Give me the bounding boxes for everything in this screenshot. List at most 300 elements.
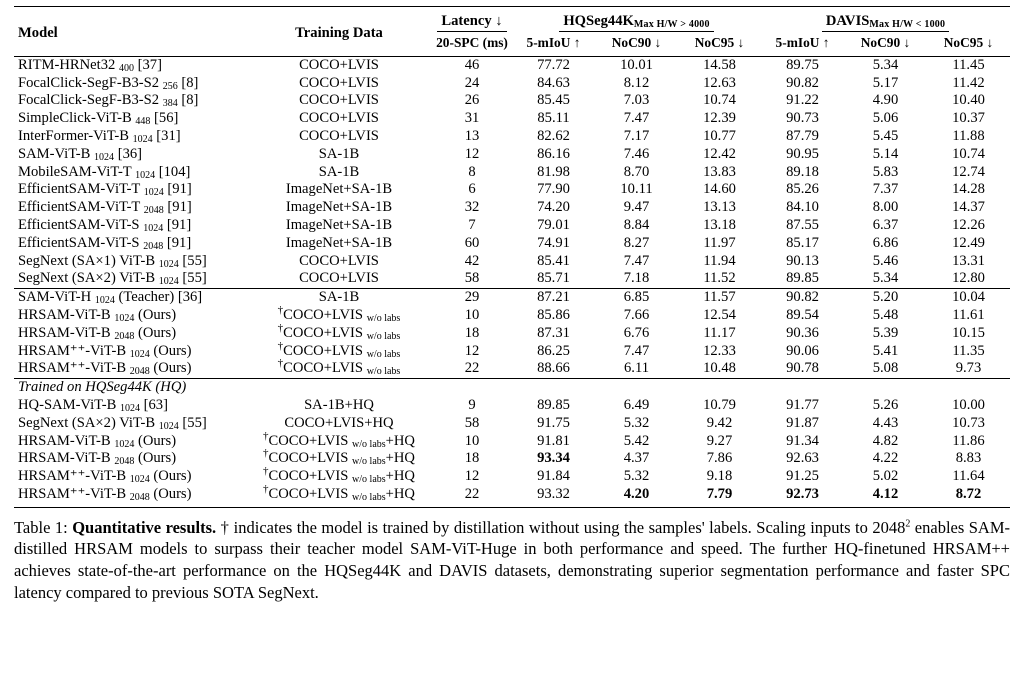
cell-model: [14, 110, 246, 128]
training-data-name: COCO+LVIS: [299, 74, 379, 91]
training-data-name: ImageNet+SA-1B: [285, 199, 393, 216]
header-model: Model: [14, 7, 246, 57]
dagger-marker: †: [277, 339, 284, 352]
model-ref: (Ours): [153, 360, 192, 377]
cell-training-data: [246, 253, 432, 271]
model-ref: [63]: [143, 396, 168, 413]
cell-training-data: [246, 429, 432, 451]
cell-hq-noc95: 12.54: [703, 306, 736, 323]
cell-model: [14, 450, 246, 468]
table-row: [14, 343, 1010, 361]
cell-training-data: [246, 92, 432, 110]
header-group-davis-cond: Max H/W < 1000: [869, 19, 946, 30]
training-data-name: COCO+LVIS: [299, 252, 379, 269]
cell-dv-miou: 84.10: [786, 199, 819, 216]
cell-latency: 60: [464, 234, 480, 251]
cell-dv-noc90: 5.34: [872, 270, 899, 287]
training-data-name: COCO+LVIS: [283, 360, 364, 377]
training-data-note: w/o labs: [366, 312, 401, 324]
cell-dv-miou: 89.85: [786, 270, 819, 287]
cell-dv-noc95: 11.86: [952, 432, 985, 449]
cell-training-data: [246, 465, 432, 486]
cell-dv-miou: 92.63: [786, 450, 819, 467]
model-name: HRSAM⁺⁺-ViT-B: [18, 342, 127, 359]
header-latency: [432, 7, 512, 34]
cell-dv-noc95: 10.73: [952, 414, 985, 431]
training-data-name: ImageNet+SA-1B: [285, 181, 393, 198]
training-data-name: SA-1B+HQ: [304, 396, 374, 413]
model-resolution: 1024: [114, 438, 135, 450]
cell-latency: 58: [464, 270, 480, 287]
cell-dv-miou: 90.36: [786, 324, 819, 341]
training-data-name: ImageNet+SA-1B: [285, 216, 393, 233]
dagger-marker: †: [263, 429, 269, 442]
training-data-name: COCO+LVIS: [268, 450, 349, 467]
cell-dv-miou: 91.22: [786, 92, 819, 109]
cell-latency: 22: [464, 360, 480, 377]
cell-training-data: [246, 181, 432, 199]
cell-training-data: [246, 217, 432, 235]
model-resolution: 1024: [119, 402, 140, 414]
cell-model: [14, 360, 246, 378]
cell-dv-noc90: 6.86: [872, 234, 899, 251]
cell-dv-miou: 85.17: [786, 234, 819, 251]
model-resolution: 1024: [132, 133, 153, 145]
header-hq-noc95: NoC95 ↓: [694, 34, 745, 50]
cell-hq-miou: 86.16: [537, 145, 570, 162]
table-row: [14, 468, 1010, 486]
cell-latency: 18: [464, 324, 480, 341]
cell-training-data: [246, 289, 432, 307]
cell-hq-noc95: 10.74: [703, 92, 736, 109]
model-ref: (Teacher) [36]: [118, 289, 203, 306]
cell-training-data: [246, 304, 432, 325]
header-group-davis: [761, 7, 1010, 34]
cell-dv-noc95: 11.64: [952, 468, 985, 485]
cell-training-data: [246, 357, 432, 378]
model-resolution: 1024: [94, 151, 115, 163]
model-name: FocalClick-SegF-B3-S2: [18, 74, 160, 91]
header-dv-noc90: NoC90 ↓: [860, 34, 911, 50]
cell-dv-noc90: 5.17: [872, 74, 899, 91]
training-data-name: COCO+LVIS: [299, 127, 379, 144]
model-resolution: 2048: [129, 366, 150, 378]
cell-dv-miou: 91.77: [786, 396, 819, 413]
cell-hq-noc95: 7.86: [706, 450, 733, 467]
header-latency-label: Latency ↓: [437, 13, 506, 32]
table-row: [14, 181, 1010, 199]
cell-latency: 29: [432, 289, 512, 307]
model-name: RITM-HRNet32: [18, 56, 116, 73]
cell-dv-noc90: 5.41: [872, 342, 899, 359]
cell-latency: 46: [432, 56, 512, 74]
model-ref: [91]: [166, 234, 192, 251]
cell-dv-miou: 89.18: [786, 163, 819, 180]
cell-hq-miou: 85.11: [537, 110, 570, 127]
table-row: [14, 128, 1010, 146]
model-ref: [91]: [167, 181, 192, 198]
model-resolution: 2048: [129, 491, 150, 503]
model-name: HRSAM-ViT-B: [18, 450, 111, 467]
cell-dv-noc95: 11.42: [952, 74, 985, 91]
model-resolution: 400: [118, 62, 134, 74]
cell-latency: 42: [464, 252, 480, 269]
cell-model: [14, 307, 246, 325]
cell-dv-noc90: 5.14: [872, 145, 899, 162]
cell-hq-miou: 91.84: [537, 468, 570, 485]
model-resolution: 1024: [129, 474, 150, 486]
cell-dv-noc90: 6.37: [872, 216, 899, 233]
cell-dv-noc95: 8.72: [927, 486, 1010, 507]
cell-dv-miou: 90.78: [786, 360, 819, 377]
cell-dv-noc95: 14.28: [952, 181, 985, 198]
cell-hq-noc90: 6.76: [623, 324, 650, 341]
training-data-tail: +HQ: [385, 468, 415, 485]
dagger-marker: †: [277, 357, 284, 370]
cell-dv-miou: 90.82: [786, 74, 819, 91]
cell-dv-noc90: 5.46: [872, 252, 899, 269]
cell-hq-noc90: 8.12: [623, 74, 650, 91]
cell-hq-noc90: 8.27: [623, 234, 650, 251]
cell-hq-noc90: 8.84: [623, 216, 650, 233]
table-row: [14, 146, 1010, 164]
cell-model: [14, 199, 246, 217]
cell-hq-noc95: 12.39: [703, 110, 736, 127]
cell-hq-miou: 77.90: [537, 181, 570, 198]
cell-dv-noc90: 5.48: [872, 306, 899, 323]
cell-hq-noc95: 11.52: [703, 270, 736, 287]
cell-hq-noc95: 7.79: [678, 486, 761, 507]
training-data-note: w/o labs: [352, 491, 386, 503]
cell-hq-noc90: 5.32: [623, 468, 650, 485]
model-ref: (Ours): [137, 450, 177, 467]
cell-training-data: [246, 110, 432, 128]
model-name: SegNext (SA×2) ViT-B: [18, 270, 156, 287]
cell-dv-noc95: 10.74: [952, 145, 985, 162]
model-resolution: 1024: [114, 312, 135, 324]
training-data-name: SA-1B: [318, 163, 360, 180]
cell-hq-noc90: 7.18: [623, 270, 650, 287]
model-ref: [55]: [182, 252, 207, 269]
cell-dv-noc90: 4.12: [844, 486, 927, 507]
cell-dv-noc95: 8.83: [955, 450, 982, 467]
model-ref: [36]: [117, 145, 143, 162]
header-group-davis-inner: [822, 13, 949, 32]
cell-training-data: [246, 235, 432, 253]
table-header: [14, 7, 1010, 57]
cell-dv-noc90: 5.02: [872, 468, 899, 485]
model-name: HQ-SAM-ViT-B: [18, 396, 117, 413]
cell-training-data: [246, 483, 432, 507]
cell-training-data: [246, 75, 432, 93]
cell-hq-noc95: 11.17: [703, 324, 736, 341]
model-resolution: 1024: [158, 276, 179, 288]
cell-latency: 32: [464, 199, 480, 216]
cell-model: [14, 164, 246, 182]
table-row: [14, 235, 1010, 253]
section-header-row: [14, 379, 1010, 397]
cell-model: [14, 468, 246, 486]
cell-dv-noc95: 11.35: [952, 342, 985, 359]
training-data-name: SA-1B: [318, 145, 360, 162]
cell-hq-noc90: 7.47: [623, 110, 650, 127]
cell-hq-noc90: 4.37: [623, 450, 650, 467]
cell-training-data: [246, 415, 432, 433]
table-row: [14, 56, 1010, 74]
model-name: HRSAM⁺⁺-ViT-B: [18, 468, 127, 485]
header-group-davis-name: DAVIS: [825, 13, 870, 29]
cell-dv-miou: 91.34: [786, 432, 819, 449]
cell-hq-noc95: 13.83: [703, 163, 736, 180]
cell-dv-miou: 90.82: [761, 289, 844, 307]
table-row: [14, 164, 1010, 182]
cell-training-data: [246, 397, 432, 415]
training-data-note: w/o labs: [352, 438, 386, 450]
cell-model: [14, 343, 246, 361]
table-row: [14, 307, 1010, 325]
cell-latency: 31: [464, 110, 480, 127]
cell-hq-noc90: 6.11: [624, 360, 649, 377]
cell-training-data: [246, 128, 432, 146]
cell-latency: 6: [468, 181, 476, 198]
training-data-name: COCO+LVIS: [299, 56, 379, 73]
cell-latency: 10: [464, 306, 480, 323]
cell-dv-noc95: 11.61: [952, 306, 985, 323]
cell-hq-miou: 85.71: [537, 270, 570, 287]
cell-dv-noc95: 12.49: [952, 234, 985, 251]
cell-hq-miou: 85.86: [537, 306, 570, 323]
cell-hq-noc90: 5.42: [623, 432, 650, 449]
model-name: HRSAM-ViT-B: [18, 432, 111, 449]
table-row: [14, 397, 1010, 415]
cell-dv-noc95: 9.73: [955, 360, 982, 377]
header-dv-miou: 5-mIoU ↑: [775, 34, 830, 50]
cell-dv-miou: 90.13: [786, 252, 819, 269]
table-row: [14, 199, 1010, 217]
caption-text-2: enables SAM-distilled HRSAM models to surpass their teacher model SAM-ViT-Huge in both performance and speed. The further HQ-finetuned HRSAM++ achieves state-of-the-art performance on the HQSeg44K and DAVIS datasets, demonstrating superior segmentation performance and faster SPC latency compared to previous SOTA SegNext.: [14, 517, 1010, 602]
header-hq-noc90: NoC90 ↓: [611, 34, 662, 50]
cell-training-data: [246, 199, 432, 217]
cell-dv-noc90: 5.45: [872, 127, 899, 144]
table-row: [14, 289, 1010, 307]
cell-dv-miou: 87.79: [786, 127, 819, 144]
cell-hq-noc95: 13.18: [703, 216, 736, 233]
caption-label: Table 1:: [14, 517, 68, 537]
training-data-name: COCO+LVIS: [299, 270, 379, 287]
model-ref: (Ours): [153, 342, 192, 359]
table-caption: [14, 517, 1010, 604]
cell-latency: 9: [468, 396, 476, 413]
cell-training-data: [246, 447, 432, 468]
model-name: HRSAM⁺⁺-ViT-B: [18, 485, 127, 502]
header-row-groups: [14, 7, 1010, 34]
model-ref: (Ours): [137, 306, 177, 323]
training-data-name: COCO+LVIS: [299, 92, 379, 109]
cell-hq-noc90: 7.46: [623, 145, 650, 162]
cell-hq-miou: 85.45: [537, 92, 570, 109]
header-group-hqseg44k-cond: Max H/W > 4000: [633, 19, 710, 30]
cell-hq-noc90: 7.17: [623, 127, 650, 144]
cell-latency: 18: [464, 450, 480, 467]
model-resolution: 384: [162, 98, 178, 110]
cell-hq-noc95: 11.94: [703, 252, 736, 269]
cell-training-data: [246, 270, 432, 288]
cell-hq-miou: 74.20: [537, 199, 570, 216]
cell-hq-noc90: 6.49: [623, 396, 650, 413]
dagger-marker: †: [263, 483, 269, 496]
header-dv-noc95: NoC95 ↓: [943, 34, 994, 50]
cell-model: [14, 433, 246, 451]
table-row: [14, 486, 1010, 507]
model-ref: (Ours): [153, 485, 192, 502]
cell-latency: 12: [464, 468, 480, 485]
cell-model: [14, 75, 246, 93]
cell-hq-noc95: 9.42: [706, 414, 733, 431]
cell-latency: 22: [432, 486, 512, 507]
quantitative-results-table: [14, 6, 1010, 508]
model-resolution: 2048: [114, 330, 135, 342]
model-ref: (Ours): [137, 324, 177, 341]
model-name: InterFormer-ViT-B: [18, 127, 129, 144]
cell-model: [14, 235, 246, 253]
cell-dv-noc90: 5.39: [872, 324, 899, 341]
model-ref: [104]: [158, 163, 191, 180]
table-row: [14, 325, 1010, 343]
header-group-hqseg44k-inner: [559, 13, 713, 32]
cell-hq-miou: 93.32: [512, 486, 595, 507]
model-ref: [37]: [137, 56, 162, 73]
model-ref: [8]: [181, 74, 199, 91]
training-data-tail: +HQ: [385, 485, 415, 502]
table-row: [14, 270, 1010, 288]
cell-dv-noc95: 11.88: [952, 127, 985, 144]
cell-dv-miou: 91.25: [786, 468, 819, 485]
training-data-name: COCO+LVIS: [283, 306, 364, 323]
model-name: SimpleClick-ViT-B: [18, 110, 132, 127]
dagger-marker: †: [277, 304, 284, 317]
cell-dv-noc90: 4.43: [872, 414, 899, 431]
cell-training-data: [246, 339, 432, 361]
model-resolution: 1024: [94, 295, 115, 307]
cell-hq-noc95: 10.77: [703, 127, 736, 144]
cell-latency: 7: [468, 216, 476, 233]
model-name: EfficientSAM-ViT-S: [18, 234, 140, 251]
model-name: SAM-ViT-B: [18, 145, 91, 162]
table-row: [14, 415, 1010, 433]
cell-dv-miou: 89.54: [786, 306, 819, 323]
cell-dv-noc95: 10.15: [952, 324, 985, 341]
training-data-name: COCO+LVIS: [299, 110, 379, 127]
model-ref: (Ours): [137, 432, 177, 449]
caption-text-1: † indicates the model is trained by distillation without using the samples' labels. Scaling inputs to 2048: [216, 517, 906, 537]
model-name: EfficientSAM-ViT-S: [18, 216, 140, 233]
training-data-name: COCO+LVIS: [268, 485, 349, 502]
cell-model: [14, 181, 246, 199]
cell-dv-miou: 90.95: [786, 145, 819, 162]
cell-hq-noc90: 4.20: [595, 486, 678, 507]
cell-dv-noc95: 12.80: [952, 270, 985, 287]
model-resolution: 1024: [143, 222, 164, 234]
cell-dv-noc95: 14.37: [952, 199, 985, 216]
cell-model: [14, 217, 246, 235]
cell-hq-miou: 82.62: [537, 127, 570, 144]
cell-dv-miou: 87.55: [786, 216, 819, 233]
model-ref: [56]: [154, 110, 179, 127]
cell-model: [14, 325, 246, 343]
model-ref: [91]: [167, 199, 192, 216]
cell-dv-noc95: 10.40: [952, 92, 985, 109]
cell-hq-miou: 89.85: [537, 396, 570, 413]
cell-hq-miou: 85.41: [537, 252, 570, 269]
cell-hq-noc90: 7.47: [623, 252, 650, 269]
cell-latency: 58: [464, 414, 480, 431]
training-data-note: w/o labs: [366, 330, 401, 342]
cell-dv-noc90: 5.06: [872, 110, 899, 127]
cell-dv-miou: 91.87: [786, 414, 819, 431]
cell-dv-miou: 85.26: [786, 181, 819, 198]
cell-dv-noc90: 5.83: [872, 163, 899, 180]
cell-hq-noc95: 12.33: [703, 342, 736, 359]
cell-dv-miou: 90.73: [786, 110, 819, 127]
cell-model: [14, 415, 246, 433]
cell-latency: 10: [464, 432, 480, 449]
dagger-marker: †: [277, 321, 284, 334]
cell-hq-noc90: 6.85: [595, 289, 678, 307]
model-name: SegNext (SA×2) ViT-B: [18, 414, 156, 431]
caption-exponent: 2: [905, 518, 911, 530]
cell-dv-noc90: 4.22: [872, 450, 899, 467]
table-row: [14, 217, 1010, 235]
training-data-note: w/o labs: [366, 366, 401, 378]
cell-training-data: [246, 164, 432, 182]
cell-hq-noc90: 10.01: [595, 56, 678, 74]
cell-hq-noc95: 10.48: [703, 360, 736, 377]
cell-model: [14, 92, 246, 110]
cell-dv-noc95: 12.74: [952, 163, 985, 180]
section-title-hq: Trained on HQSeg44K (HQ): [14, 379, 1010, 397]
cell-hq-noc95: 11.57: [678, 289, 761, 307]
cell-hq-miou: 88.66: [537, 360, 570, 377]
table-row: [14, 450, 1010, 468]
cell-hq-noc95: 10.79: [703, 396, 736, 413]
table-body: [14, 56, 1010, 507]
cell-model: [14, 146, 246, 164]
dagger-marker: †: [263, 465, 269, 478]
cell-dv-noc90: 7.37: [872, 181, 899, 198]
cell-dv-noc95: 13.31: [952, 252, 985, 269]
header-group-hqseg44k-name: HQSeg44K: [563, 13, 634, 29]
table-row: [14, 433, 1010, 451]
table-row: [14, 253, 1010, 271]
model-resolution: 2048: [143, 205, 164, 217]
model-name: EfficientSAM-ViT-T: [18, 199, 141, 216]
cell-dv-noc90: 5.34: [844, 56, 927, 74]
training-data-name: COCO+LVIS+HQ: [284, 414, 394, 431]
cell-dv-noc95: 10.37: [952, 110, 985, 127]
cell-hq-noc90: 8.70: [623, 163, 650, 180]
cell-hq-noc95: 14.60: [703, 181, 736, 198]
cell-hq-miou: 93.34: [537, 450, 570, 467]
cell-dv-noc95: 12.26: [952, 216, 985, 233]
training-data-tail: +HQ: [385, 450, 415, 467]
model-ref: [55]: [182, 414, 207, 431]
cell-latency: 24: [464, 74, 480, 91]
model-resolution: 448: [135, 116, 151, 128]
cell-dv-miou: 90.06: [786, 342, 819, 359]
cell-dv-noc90: 5.08: [872, 360, 899, 377]
model-name: HRSAM⁺⁺-ViT-B: [18, 360, 127, 377]
training-data-note: w/o labs: [352, 474, 386, 486]
